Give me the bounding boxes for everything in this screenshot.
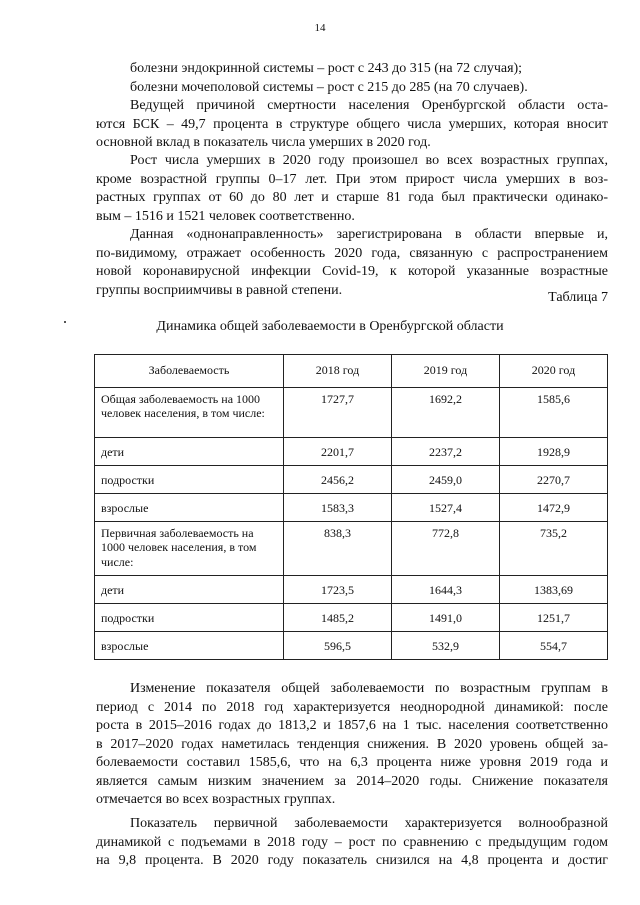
text-line: вым – 1516 и 1521 человек соответственно. (96, 208, 355, 224)
cell-2020: 554,7 (500, 631, 608, 659)
cell-2018: 2201,7 (284, 437, 392, 465)
cell-2020: 1251,7 (500, 603, 608, 631)
table-row (95, 493, 608, 521)
paragraph-3 (96, 226, 608, 300)
cell-2019: 1491,0 (392, 603, 500, 631)
cell-2018: 1723,5 (284, 575, 392, 603)
text-line: кроме возрастной группы 0–17 лет. При этом прирост числа умерших в воз- (96, 171, 608, 187)
text-line: болезни мочеполовой системы – рост с 215 до 285 (на 70 случаев). (130, 79, 528, 95)
text-line: динамикой с подъемами в 2018 году – рост по сравнению с предыдущим годом (96, 834, 608, 850)
cell-2020: 735,2 (500, 521, 608, 575)
table-row (95, 387, 608, 437)
text-line: роста в 2015–2016 годах до 1813,2 и 1857,6 на 1 тыс. населения соответственно (96, 718, 608, 733)
cell-2018: 1583,3 (284, 493, 392, 521)
text-line: основной вклад в показатель числа умерших в 2020 год. (96, 135, 431, 150)
table-row (95, 465, 608, 493)
text-line: Показатель первичной заболеваемости характеризуется волнообразной (130, 816, 608, 831)
table-title: Динамика общей заболеваемости в Оренбургской области (156, 319, 504, 334)
table-label: Таблица 7 (548, 290, 608, 305)
text-line: в 2017–2020 годах наметилась тенденция снижения. В 2020 уровень общей за- (96, 736, 608, 752)
header-cell: 2020 год (500, 355, 608, 388)
text-line: ются БСК – 49,7 процента в структуре общего числа умерших, которая вносит (96, 116, 608, 132)
cell-2018: 838,3 (284, 521, 392, 575)
cell-2019: 1644,3 (392, 575, 500, 603)
cell-2020: 2270,7 (500, 465, 608, 493)
text-line: болеваемости составил 1585,6, что на 6,3 процента ниже уровня 2019 года и (96, 755, 608, 770)
row-label: взрослые (95, 631, 284, 659)
row-label: взрослые (95, 493, 284, 521)
cell-2018: 2456,2 (284, 465, 392, 493)
text-line: на 9,8 процента. В 2020 году показатель снизился на 4,8 процента и достиг (96, 853, 608, 868)
text-line: отмечается во всех возрастных группах. (96, 792, 336, 807)
table-row (95, 575, 608, 603)
morbidity-table (94, 354, 608, 660)
header-cell: 2019 год (392, 355, 500, 388)
text-line: Данная «однонаправленность» зарегистрирована в области впервые и, (130, 227, 608, 242)
header-cell: Заболеваемость (95, 355, 284, 388)
paragraph-4 (96, 680, 608, 810)
paragraph-1 (96, 97, 608, 153)
intro-list (96, 60, 608, 97)
cell-2018: 1727,7 (284, 387, 392, 437)
page-number: 14 (314, 22, 326, 34)
text-line: по-видимому, отражает особенность 2020 года, связанную с распространением (96, 245, 608, 261)
cell-2020: 1383,69 (500, 575, 608, 603)
paragraph-5 (96, 815, 608, 871)
cell-2020: 1928,9 (500, 437, 608, 465)
cell-2019: 772,8 (392, 521, 500, 575)
cell-2019: 532,9 (392, 631, 500, 659)
row-label: Первичная заболеваемость на 1000 человек населения, в том числе: (95, 521, 284, 575)
table-row (95, 521, 608, 575)
table-row (95, 631, 608, 659)
text-line: новой коронавирусной инфекции Covid-19, к которой указанные возрастные (96, 264, 608, 279)
cell-2019: 2459,0 (392, 465, 500, 493)
cell-2019: 2237,2 (392, 437, 500, 465)
text-line: Ведущей причиной смертности населения Оренбургской области оста- (130, 98, 608, 113)
table-row (95, 437, 608, 465)
row-label: Общая заболеваемость на 1000 человек населения, в том числе: (95, 387, 284, 437)
cell-2020: 1472,9 (500, 493, 608, 521)
text-line: растных группах от 60 до 80 лет и старше 81 года был практически одинако- (96, 190, 608, 205)
cell-2018: 596,5 (284, 631, 392, 659)
cell-2020: 1585,6 (500, 387, 608, 437)
text-line: Рост числа умерших в 2020 году произошел во всех возрастных группах, (130, 153, 608, 168)
cell-2018: 1485,2 (284, 603, 392, 631)
cell-2019: 1527,4 (392, 493, 500, 521)
row-label: подростки (95, 603, 284, 631)
text-line: является самым низким значением за 2014–2020 годы. Снижение показателя (96, 773, 608, 789)
table-row (95, 603, 608, 631)
table-header-row (95, 355, 608, 388)
row-label: дети (95, 437, 284, 465)
header-cell: 2018 год (284, 355, 392, 388)
row-label: подростки (95, 465, 284, 493)
text-line: Изменение показателя общей заболеваемости по возрастным группам в (130, 681, 608, 696)
paragraph-2 (96, 152, 608, 226)
row-label: дети (95, 575, 284, 603)
text-line: группы восприимчивы в равной степени. (96, 282, 343, 298)
text-line: болезни эндокринной системы – рост с 243 до 315 (на 72 случая); (130, 61, 523, 76)
cell-2019: 1692,2 (392, 387, 500, 437)
text-line: период с 2014 по 2018 год характеризуется неоднородной динамикой: после (96, 699, 608, 715)
